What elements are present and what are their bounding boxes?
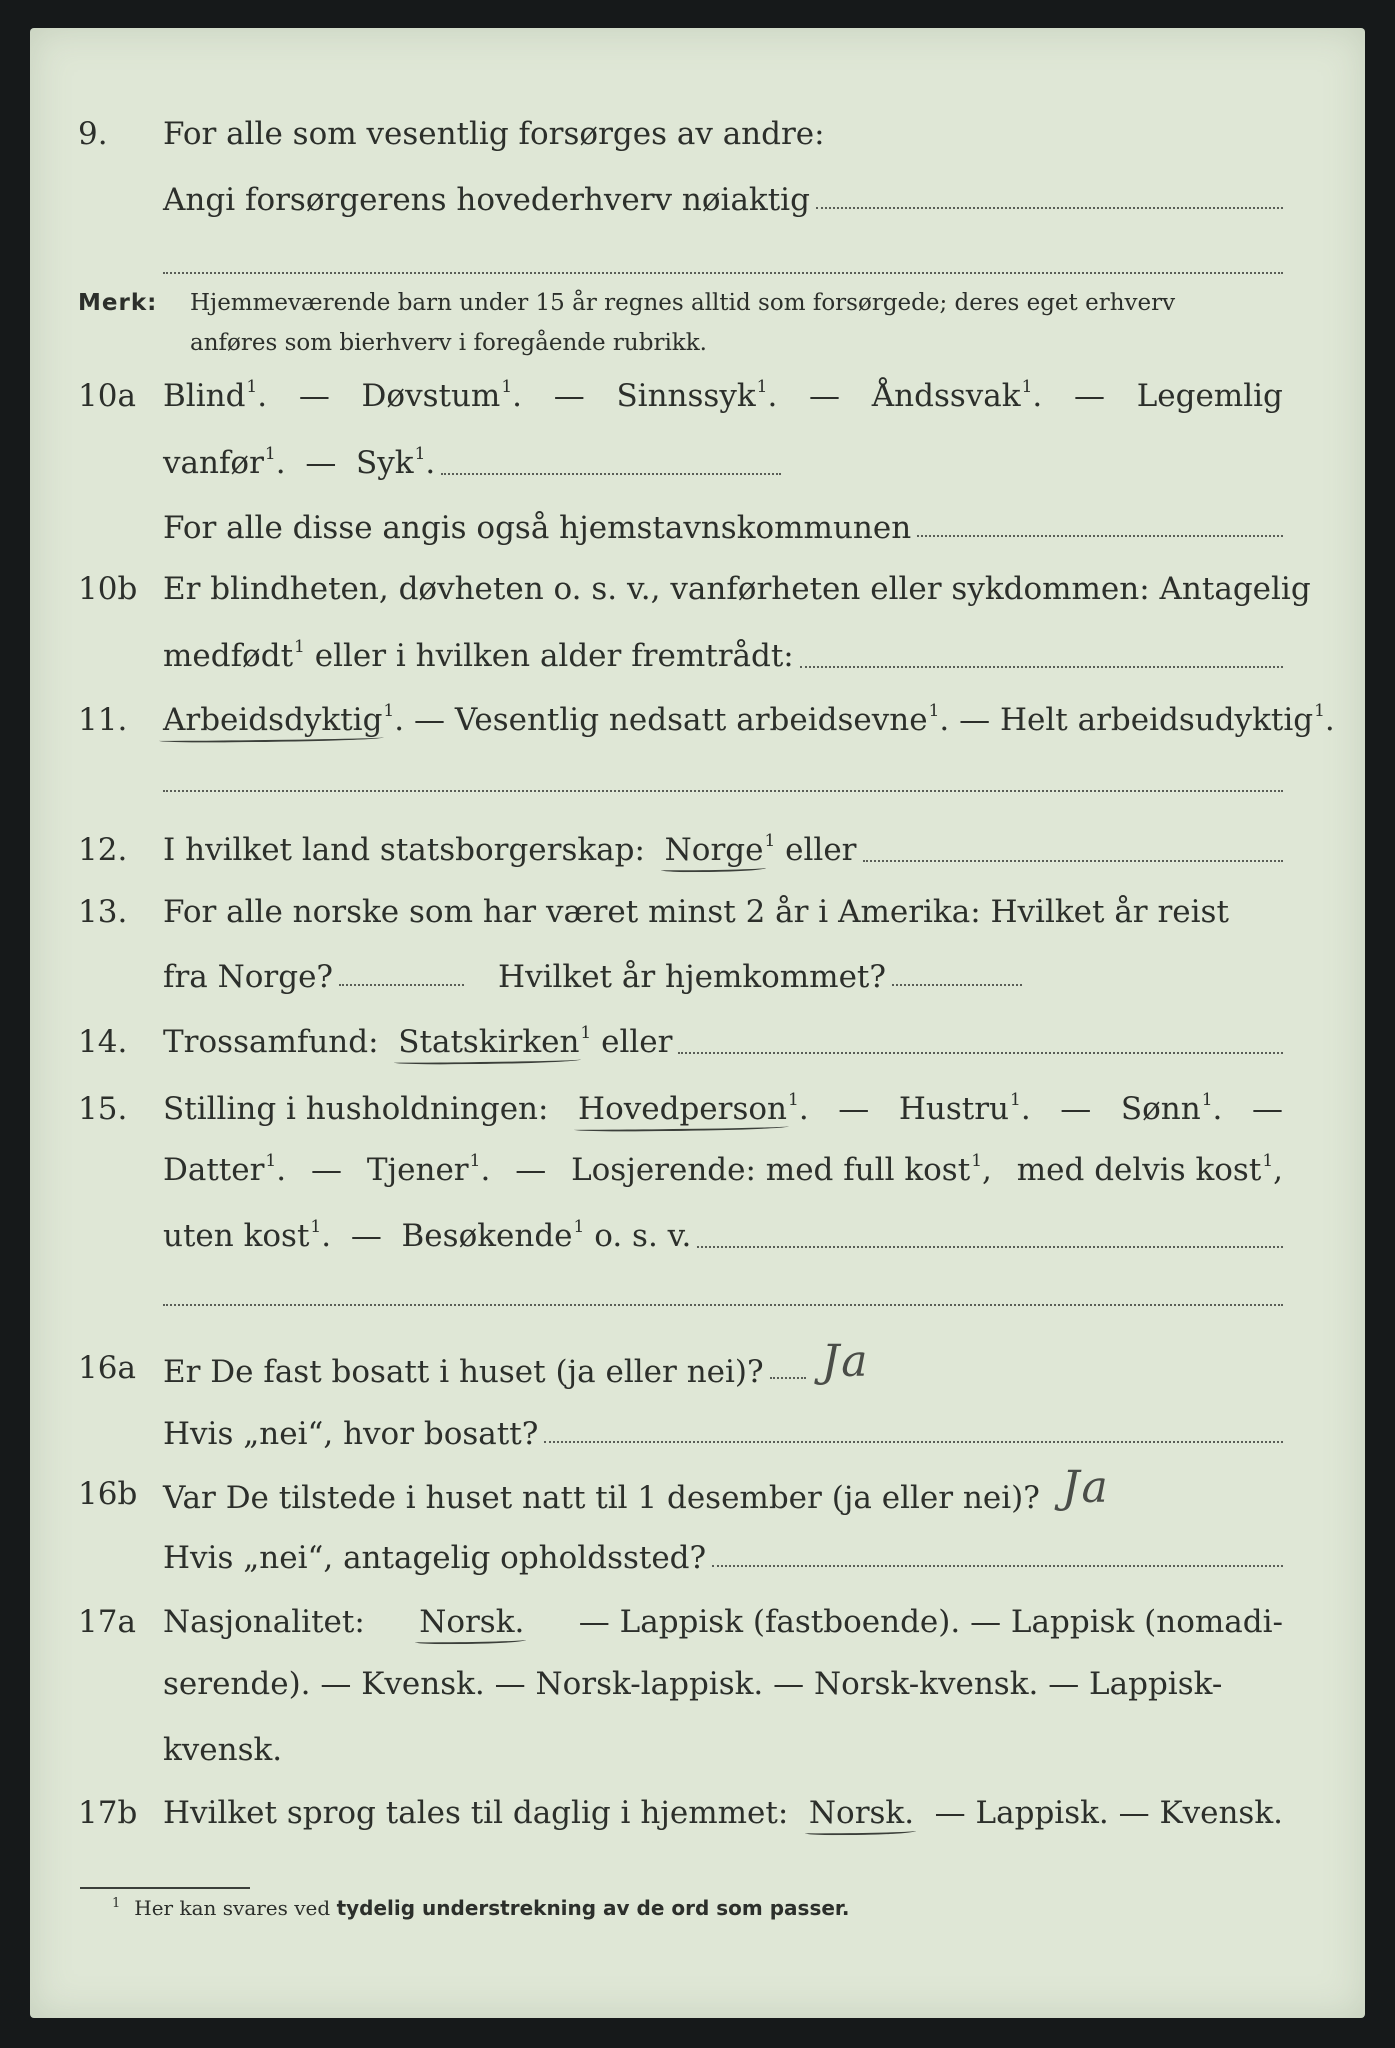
question-15-line-2: Datter$^1$. — Tjener$^1$. — Losjerende: med full kost$^1$, med delvis kost$^1$,	[163, 1151, 1283, 1188]
option-text[interactable]: Hustru	[898, 1091, 1009, 1127]
option-underlined[interactable]: Statskirken	[398, 1016, 579, 1068]
note-label: Merk:	[78, 290, 158, 316]
option-text[interactable]: Døvstum	[361, 378, 501, 414]
question-13-line-2	[0, 951, 1395, 1003]
question-14: 14. Trossamfund: Statskirken$^1$ eller	[0, 1016, 1395, 1068]
answer-field[interactable]	[339, 984, 464, 986]
option-underlined[interactable]: Norsk.	[809, 1787, 914, 1839]
question-10b	[0, 563, 1395, 615]
question-10a: 10a Blind$^1$. — Døvstum$^1$. — Sinnssyk$^1$. — Åndssvak$^1$. — Legemlig	[0, 370, 1395, 422]
answer-field[interactable]	[441, 473, 781, 475]
question-text: Var De tilstede i huset natt til 1 desember (ja eller nei)?	[163, 1480, 1040, 1516]
question-number: 17a	[78, 1604, 136, 1640]
note-text: Hjemmeværende barn under 15 år regnes alltid som forsørgede; deres eget erhverv	[190, 290, 1176, 316]
question-number: 13.	[78, 894, 128, 930]
option-text[interactable]: Besøkende	[401, 1218, 573, 1254]
question-17b: 17b Hvilket sprog tales til daglig i hjemmet: Norsk. — Lappisk. — Kvensk.	[0, 1787, 1395, 1839]
option-text[interactable]: Vesentlig nedsatt arbeidsevne	[454, 702, 928, 738]
question-text: Hvis „nei“, antagelig opholdssted?	[163, 1540, 707, 1576]
option-text[interactable]: Legemlig	[1136, 378, 1283, 414]
answer-field[interactable]	[892, 984, 1022, 986]
note-text: anføres som bierhverv i foregående rubrikk.	[190, 330, 707, 356]
question-text: Er De fast bosatt i huset (ja eller nei)?	[163, 1354, 764, 1390]
option-text[interactable]: med delvis kost	[1016, 1152, 1262, 1188]
option-underlined[interactable]: Arbeidsdyktig	[163, 694, 382, 746]
option-text[interactable]: Losjerende: med full kost	[571, 1152, 971, 1188]
answer-field[interactable]	[163, 1304, 1283, 1306]
question-number: 16a	[78, 1350, 136, 1386]
question-17a-line-2	[0, 1658, 1395, 1710]
question-number: 10b	[78, 571, 138, 607]
answer-field[interactable]	[816, 207, 1283, 209]
question-text: For alle som vesentlig forsørges av andre:	[163, 116, 825, 152]
option-text[interactable]: vanfør	[163, 445, 264, 481]
question-text: serende). — Kvensk. — Norsk-lappisk. — Norsk-kvensk. — Lappisk-	[163, 1666, 1223, 1702]
question-number: 17b	[78, 1795, 138, 1831]
question-16b	[0, 1462, 1395, 1520]
question-15-line-3: uten kost$^1$. — Besøkende$^1$ o. s. v.	[0, 1210, 1395, 1262]
option-text[interactable]: Sønn	[1120, 1091, 1201, 1127]
question-13	[0, 886, 1395, 938]
option-text[interactable]: medfødt	[163, 638, 294, 674]
question-16b-line-2	[0, 1532, 1395, 1584]
option-text[interactable]: Sinnssyk	[616, 378, 756, 414]
question-number: 10a	[78, 378, 136, 414]
answer-field[interactable]	[544, 1441, 1283, 1443]
question-16a	[0, 1336, 1395, 1394]
question-number: 11.	[78, 702, 128, 738]
question-text: Hvis „nei“, hvor bosatt?	[163, 1416, 539, 1452]
option-text[interactable]: Åndssvak	[871, 378, 1021, 414]
option-text[interactable]: Helt arbeidsudyktig	[999, 702, 1314, 738]
question-text: Er blindheten, døvheten o. s. v., vanførheten eller sykdommen: Antagelig	[163, 571, 1311, 607]
answer-field[interactable]	[163, 272, 1283, 274]
answer-field[interactable]	[863, 860, 1284, 862]
question-number: 14.	[78, 1024, 128, 1060]
question-9-line-2	[0, 174, 1395, 226]
option-text[interactable]: Datter	[163, 1152, 265, 1188]
option-underlined[interactable]: Norge	[665, 824, 764, 876]
question-10b-line-2: medfødt$^1$ eller i hvilken alder fremtrådt:	[0, 630, 1395, 682]
answer-field[interactable]	[678, 1052, 1283, 1054]
question-text: fra Norge?	[163, 959, 334, 995]
option-underlined[interactable]: Norsk.	[419, 1596, 524, 1648]
question-text: — Lappisk (fastboende). — Lappisk (nomadi-	[578, 1604, 1283, 1640]
answer-field[interactable]	[163, 790, 1283, 792]
question-number: 16b	[78, 1476, 138, 1512]
question-text: — Lappisk. — Kvensk.	[934, 1795, 1283, 1831]
footnote: $^1$ Her kan svares ved tydelig understrekning av de ord som passer.	[112, 1896, 850, 1920]
answer-field[interactable]	[800, 666, 1283, 668]
question-number: 15.	[78, 1091, 128, 1127]
question-number: 9.	[78, 116, 108, 152]
question-17a: 17a Nasjonalitet: Norsk. — Lappisk (fastboende). — Lappisk (nomadi-	[0, 1596, 1395, 1648]
question-17a-line-3	[0, 1724, 1395, 1776]
answer-field[interactable]	[697, 1246, 1283, 1248]
option-text[interactable]: Syk	[356, 445, 414, 481]
handwritten-answer[interactable]: Ja	[821, 1336, 870, 1387]
handwritten-answer[interactable]: Ja	[1061, 1462, 1110, 1513]
question-text: For alle disse angis også hjemstavnskommunen	[163, 510, 912, 546]
option-text[interactable]: Tjener	[366, 1152, 469, 1188]
question-10a-line-2: vanfør$^1$. — Syk$^1$.	[0, 437, 1395, 489]
question-9	[0, 108, 1395, 160]
question-12: 12. I hvilket land statsborgerskap: Norge$^1$ eller	[0, 824, 1395, 876]
question-10a-line-3	[0, 502, 1395, 554]
footnote-rule	[80, 1887, 250, 1889]
question-11: 11. Arbeidsdyktig$^1$. — Vesentlig nedsatt arbeidsevne$^1$. — Helt arbeidsudyktig$^1$.	[0, 694, 1395, 746]
answer-field[interactable]	[712, 1565, 1283, 1567]
option-text[interactable]: Blind	[163, 378, 246, 414]
question-16a-line-2	[0, 1408, 1395, 1460]
question-text: For alle norske som har været minst 2 år i Amerika: Hvilket år reist	[163, 894, 1229, 930]
option-text[interactable]: uten kost	[163, 1218, 310, 1254]
question-text: kvensk.	[163, 1732, 283, 1768]
answer-field[interactable]	[917, 535, 1283, 537]
option-underlined[interactable]: Hovedperson	[578, 1083, 787, 1135]
question-text: Angi forsørgerens hovederhverv nøiaktig	[163, 182, 810, 218]
question-15: 15. Stilling i husholdningen: Hovedperson$^1$. — Hustru$^1$. — Sønn$^1$. —	[0, 1083, 1395, 1135]
question-text: Hvilket år hjemkommet?	[498, 959, 887, 995]
question-number: 12.	[78, 832, 128, 868]
